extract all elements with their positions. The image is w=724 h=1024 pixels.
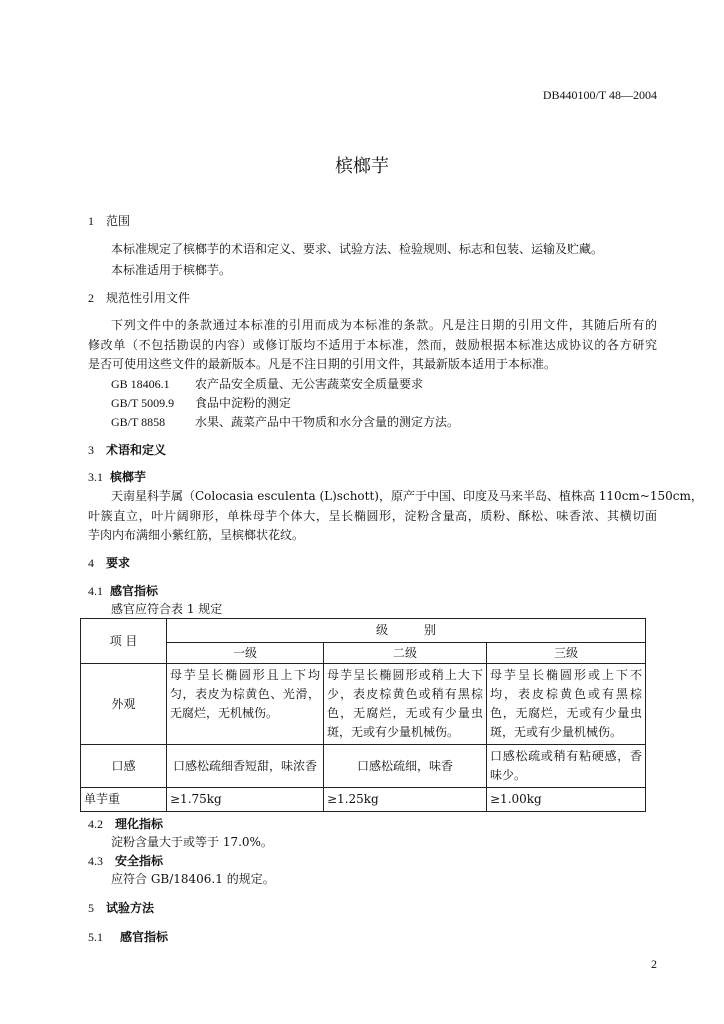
reference-code: GB/T 8858: [111, 415, 166, 429]
table-row: [81, 664, 646, 745]
reference-code: GB 18406.1: [111, 377, 170, 391]
paragraph-line: 天南星科芋属（Colocasia esculenta (L)schott)，原产于中国、印度及马来半岛、植株高 110cm~150cm，: [111, 489, 703, 503]
section-title: 范围: [106, 214, 131, 228]
subsection-title: 安全指标: [115, 854, 164, 868]
paragraph: 本标准规定了槟榔芋的术语和定义、要求、试验方法、检验规则、标志和包装、运输及贮藏。: [111, 242, 604, 256]
paragraph: 应符合 GB/18406.1 的规定。: [111, 872, 275, 886]
section-1-heading: [88, 212, 130, 229]
header-item: 项 目: [81, 619, 167, 664]
subsection-3-1-heading: [88, 468, 146, 485]
paragraph-line: 叶簇直立，叶片阔卵形，单株母芋个体大，呈长椭圆形，淀粉含量高，质粉、酥松、味香浓、其横切面: [88, 509, 657, 523]
table-row: [81, 788, 646, 812]
section-number: 2: [88, 291, 94, 305]
section-title: 规范性引用文件: [106, 291, 191, 305]
header-grade: 级 别: [167, 619, 646, 643]
subsection-number: 3.1: [88, 470, 103, 484]
section-2-heading: [88, 289, 190, 306]
section-number: 1: [88, 214, 94, 228]
section-title: 要求: [106, 556, 131, 570]
paragraph-line: 下列文件中的条款通过本标准的引用而成为本标准的条款。凡是注日期的引用文件，其随后所有的: [111, 318, 657, 332]
table-cell: ≥1.00kg: [487, 788, 646, 812]
row-label: 单芋重: [81, 788, 167, 812]
reference-item: [111, 375, 423, 392]
reference-name: 水果、蔬菜产品中干物质和水分含量的测定方法。: [195, 415, 460, 429]
reference-item: [111, 394, 291, 411]
row-label: 外观: [81, 664, 167, 745]
section-number: 3: [88, 443, 94, 457]
header-grade-3: 三级: [487, 643, 646, 664]
reference-item: [111, 413, 459, 430]
reference-name: 食品中淀粉的测定: [195, 396, 292, 410]
table-row: [81, 745, 646, 788]
row-label: 口感: [81, 745, 167, 788]
section-4-heading: [88, 554, 130, 571]
document-code: DB440100/T 48—2004: [542, 88, 657, 102]
header-grade-1: 一级: [167, 643, 324, 664]
subsection-number: 4.1: [88, 584, 103, 598]
subsection-4-3-heading: [88, 852, 163, 869]
subsection-title: 感官指标: [110, 584, 159, 598]
paragraph-line: 修改单（不包括勘误的内容）或修订版均不适用于本标准，然而，鼓励根据本标准达成协议的各方研究: [88, 338, 657, 352]
section-3-heading: [88, 441, 166, 458]
paragraph: 本标准适用于槟榔芋。: [111, 263, 232, 277]
section-number: 5: [88, 901, 94, 915]
subsection-5-1-heading: [88, 928, 168, 945]
section-number: 4: [88, 556, 94, 570]
reference-name: 农产品安全质量、无公害蔬菜安全质量要求: [195, 377, 424, 391]
table-cell: 口感松疏细香短甜，味浓香: [167, 745, 324, 788]
subsection-number: 4.2: [88, 817, 103, 831]
section-5-heading: [88, 899, 154, 916]
paragraph-line: 是否可使用这些文件的最新版本。凡是不注日期的引用文件，其最新版本适用于本标准。: [88, 357, 557, 371]
header-grade-2: 二级: [324, 643, 487, 664]
subsection-number: 4.3: [88, 854, 103, 868]
sensory-table: [80, 618, 646, 812]
subsection-title: 槟榔芋: [110, 470, 147, 484]
document-title: 槟榔芋: [335, 156, 389, 177]
subsection-4-2-heading: [88, 815, 163, 832]
subsection-title: 感官指标: [120, 930, 169, 944]
paragraph-line: 芋肉内布满细小紫红筋，呈槟榔状花纹。: [88, 528, 305, 542]
paragraph: 淀粉含量大于或等于 17.0%。: [111, 835, 273, 849]
table-cell: ≥1.75kg: [167, 788, 324, 812]
section-title: 试验方法: [106, 901, 155, 915]
subsection-4-1-heading: [88, 582, 158, 599]
table-intro: 感官应符合表 1 规定: [111, 602, 223, 616]
table-cell: 口感松疏或稍有粘硬感，香味少。: [487, 745, 646, 788]
table-cell: 口感松疏细，味香: [324, 745, 487, 788]
table-cell: ≥1.25kg: [324, 788, 487, 812]
subsection-title: 理化指标: [115, 817, 164, 831]
subsection-number: 5.1: [88, 930, 103, 944]
section-title: 术语和定义: [106, 443, 167, 457]
page-number: 2: [651, 957, 657, 971]
table-header-row: [81, 619, 646, 643]
table-cell: 母芋呈长椭圆形或上下不均，表皮棕黄色或有黑棕色，无腐烂，无或有少量虫斑，无或有少量机械伤。: [487, 664, 646, 745]
reference-code: GB/T 5009.9: [111, 396, 175, 410]
table-cell: 母芋呈长椭圆形或稍上大下少，表皮棕黄色或稍有黑棕色，无腐烂，无或有少量虫斑，无或有少量机械伤。: [324, 664, 487, 745]
table-cell: 母芋呈长椭圆形且上下均匀，表皮为棕黄色、光滑，无腐烂，无机械伤。: [167, 664, 324, 745]
